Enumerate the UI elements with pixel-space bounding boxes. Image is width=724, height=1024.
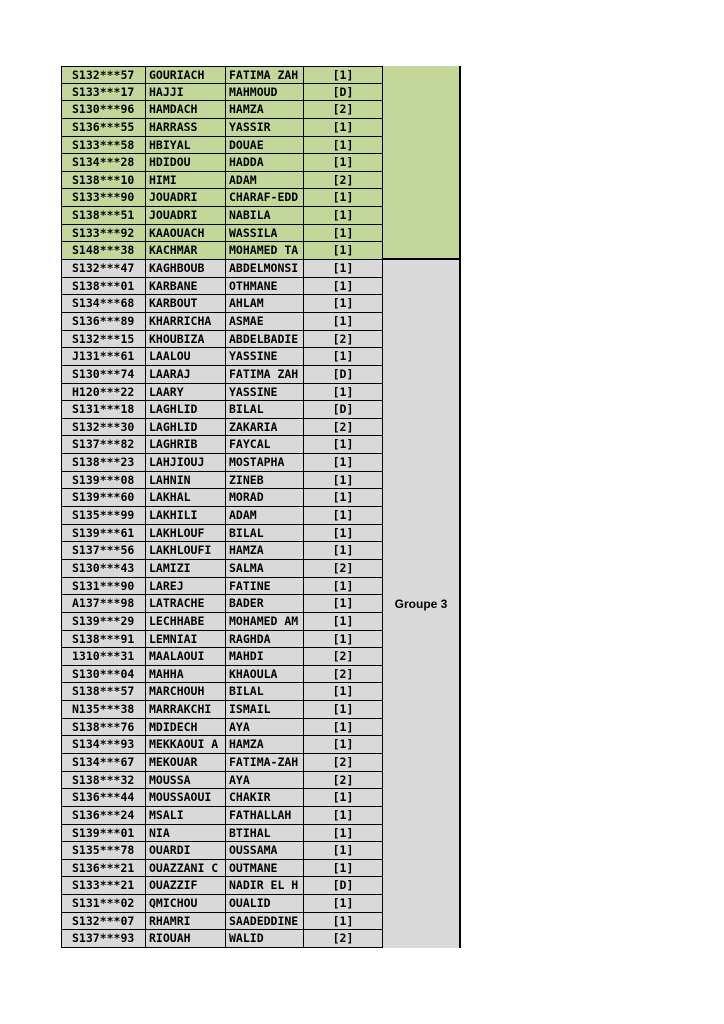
status-code-cell: [1] <box>304 66 383 84</box>
last-name-cell: OUARDI <box>146 842 226 860</box>
last-name-cell: LAGHLID <box>146 401 226 419</box>
status-code-cell: [1] <box>304 789 383 807</box>
status-code-cell: [1] <box>304 260 383 278</box>
last-name-cell: HBIYAL <box>146 137 226 155</box>
student-id-cell: S132***47 <box>61 260 146 278</box>
table-row <box>61 436 383 454</box>
table-row <box>61 419 383 437</box>
last-name-cell: LAGHLID <box>146 419 226 437</box>
student-id-cell: J131***61 <box>61 348 146 366</box>
student-id-cell: S134***67 <box>61 754 146 772</box>
status-code-cell: [1] <box>304 278 383 296</box>
table-row <box>61 542 383 560</box>
student-id-cell: S138***57 <box>61 683 146 701</box>
first-name-cell: OTHMANE <box>226 278 304 296</box>
last-name-cell: RHAMRI <box>146 913 226 931</box>
first-name-cell: FATIMA ZAH <box>226 66 304 84</box>
status-code-cell: [1] <box>304 701 383 719</box>
status-code-cell: [1] <box>304 436 383 454</box>
status-code-cell: [1] <box>304 348 383 366</box>
table-row <box>61 278 383 296</box>
first-name-cell: NADIR EL H <box>226 877 304 895</box>
status-code-cell: [1] <box>304 825 383 843</box>
status-code-cell: [1] <box>304 895 383 913</box>
first-name-cell: ISMAIL <box>226 701 304 719</box>
table-row <box>61 877 383 895</box>
first-name-cell: MORAD <box>226 489 304 507</box>
student-id-cell: S137***56 <box>61 542 146 560</box>
last-name-cell: LAGHRIB <box>146 436 226 454</box>
status-code-cell: [1] <box>304 578 383 596</box>
status-code-cell: [1] <box>304 189 383 207</box>
student-id-cell: S133***92 <box>61 225 146 243</box>
table-row <box>61 895 383 913</box>
first-name-cell: HAMZA <box>226 542 304 560</box>
first-name-cell: HAMZA <box>226 101 304 119</box>
last-name-cell: LAALOU <box>146 348 226 366</box>
student-id-cell: S139***29 <box>61 613 146 631</box>
student-id-cell: S138***91 <box>61 631 146 649</box>
table-row <box>61 631 383 649</box>
last-name-cell: LECHHABE <box>146 613 226 631</box>
first-name-cell: MAHMOUD <box>226 84 304 102</box>
student-id-cell: S133***17 <box>61 84 146 102</box>
first-name-cell: FATIMA ZAH <box>226 366 304 384</box>
last-name-cell: MEKOUAR <box>146 754 226 772</box>
status-code-cell: [1] <box>304 242 383 260</box>
table-row <box>61 489 383 507</box>
table-row <box>61 384 383 402</box>
table-row <box>61 172 383 190</box>
status-code-cell: [1] <box>304 913 383 931</box>
first-name-cell: BILAL <box>226 401 304 419</box>
status-code-cell: [2] <box>304 419 383 437</box>
status-code-cell: [1] <box>304 119 383 137</box>
status-code-cell: [D] <box>304 877 383 895</box>
first-name-cell: ZAKARIA <box>226 419 304 437</box>
last-name-cell: OUAZZIF <box>146 877 226 895</box>
student-id-cell: S134***28 <box>61 154 146 172</box>
student-id-cell: 1310***31 <box>61 648 146 666</box>
student-id-cell: S138***32 <box>61 772 146 790</box>
table-row <box>61 295 383 313</box>
student-id-cell: S132***30 <box>61 419 146 437</box>
student-id-cell: S136***44 <box>61 789 146 807</box>
table-row <box>61 101 383 119</box>
student-id-cell: S134***93 <box>61 736 146 754</box>
first-name-cell: ASMAE <box>226 313 304 331</box>
student-id-cell: S137***82 <box>61 436 146 454</box>
student-id-cell: H120***22 <box>61 384 146 402</box>
last-name-cell: GOURIACH <box>146 66 226 84</box>
first-name-cell: HAMZA <box>226 736 304 754</box>
status-code-cell: [1] <box>304 137 383 155</box>
student-id-cell: S148***38 <box>61 242 146 260</box>
table-row <box>61 225 383 243</box>
first-name-cell: MAHDI <box>226 648 304 666</box>
first-name-cell: AYA <box>226 772 304 790</box>
table-row <box>61 348 383 366</box>
student-id-cell: S131***90 <box>61 578 146 596</box>
table-row <box>61 84 383 102</box>
status-code-cell: [1] <box>304 507 383 525</box>
status-code-cell: [1] <box>304 384 383 402</box>
last-name-cell: OUAZZANI C <box>146 860 226 878</box>
last-name-cell: HIMI <box>146 172 226 190</box>
table-row <box>61 807 383 825</box>
table-row <box>61 613 383 631</box>
status-code-cell: [2] <box>304 101 383 119</box>
table-row <box>61 260 383 278</box>
student-id-cell: S133***90 <box>61 189 146 207</box>
first-name-cell: YASSINE <box>226 348 304 366</box>
table-row <box>61 648 383 666</box>
table-row <box>61 525 383 543</box>
first-name-cell: RAGHDA <box>226 631 304 649</box>
first-name-cell: FAYCAL <box>226 436 304 454</box>
last-name-cell: LAKHAL <box>146 489 226 507</box>
status-code-cell: [1] <box>304 472 383 490</box>
table-row <box>61 560 383 578</box>
status-code-cell: [D] <box>304 401 383 419</box>
table-row <box>61 825 383 843</box>
student-id-cell: S132***07 <box>61 913 146 931</box>
status-code-cell: [2] <box>304 331 383 349</box>
last-name-cell: LAKHILI <box>146 507 226 525</box>
first-name-cell: BILAL <box>226 683 304 701</box>
last-name-cell: KARBOUT <box>146 295 226 313</box>
table-row <box>61 472 383 490</box>
table-row <box>61 595 383 613</box>
last-name-cell: LAKHLOUF <box>146 525 226 543</box>
student-id-cell: S136***24 <box>61 807 146 825</box>
last-name-cell: MOUSSA <box>146 772 226 790</box>
first-name-cell: AYA <box>226 719 304 737</box>
last-name-cell: HAJJI <box>146 84 226 102</box>
student-id-cell: S135***99 <box>61 507 146 525</box>
first-name-cell: SALMA <box>226 560 304 578</box>
first-name-cell: DOUAE <box>226 137 304 155</box>
first-name-cell: ADAM <box>226 172 304 190</box>
last-name-cell: MEKKAOUI A <box>146 736 226 754</box>
status-code-cell: [1] <box>304 489 383 507</box>
table-row <box>61 207 383 225</box>
last-name-cell: LATRACHE <box>146 595 226 613</box>
table-row <box>61 754 383 772</box>
last-name-cell: HARRASS <box>146 119 226 137</box>
last-name-cell: LAHNIN <box>146 472 226 490</box>
group-cell <box>383 260 461 948</box>
table-row <box>61 719 383 737</box>
first-name-cell: OUSSAMA <box>226 842 304 860</box>
table-row <box>61 507 383 525</box>
table-row <box>61 242 383 260</box>
table-row <box>61 313 383 331</box>
first-name-cell: OUTMANE <box>226 860 304 878</box>
status-code-cell: [1] <box>304 154 383 172</box>
first-name-cell: BTIHAL <box>226 825 304 843</box>
student-id-cell: S130***04 <box>61 666 146 684</box>
student-id-cell: S138***23 <box>61 454 146 472</box>
group-label: Groupe 3 <box>394 597 448 612</box>
status-code-cell: [2] <box>304 930 383 948</box>
student-id-cell: N135***38 <box>61 701 146 719</box>
last-name-cell: RIOUAH <box>146 930 226 948</box>
status-code-cell: [2] <box>304 666 383 684</box>
first-name-cell: YASSIR <box>226 119 304 137</box>
last-name-cell: QMICHOU <box>146 895 226 913</box>
status-code-cell: [1] <box>304 860 383 878</box>
student-id-cell: S138***01 <box>61 278 146 296</box>
status-code-cell: [2] <box>304 648 383 666</box>
last-name-cell: KAAOUACH <box>146 225 226 243</box>
status-code-cell: [1] <box>304 542 383 560</box>
table-row <box>61 401 383 419</box>
first-name-cell: BILAL <box>226 525 304 543</box>
status-code-cell: [1] <box>304 207 383 225</box>
status-code-cell: [1] <box>304 454 383 472</box>
student-id-cell: S134***68 <box>61 295 146 313</box>
table-row <box>61 772 383 790</box>
table-row <box>61 189 383 207</box>
last-name-cell: KHARRICHA <box>146 313 226 331</box>
status-code-cell: [2] <box>304 772 383 790</box>
first-name-cell: FATHALLAH <box>226 807 304 825</box>
last-name-cell: MAALAOUI <box>146 648 226 666</box>
student-id-cell: S132***15 <box>61 331 146 349</box>
first-name-cell: OUALID <box>226 895 304 913</box>
first-name-cell: FATIMA-ZAH <box>226 754 304 772</box>
last-name-cell: LAKHLOUFI <box>146 542 226 560</box>
last-name-cell: LEMNIAI <box>146 631 226 649</box>
student-id-cell: S131***02 <box>61 895 146 913</box>
table-row <box>61 119 383 137</box>
table-row <box>61 789 383 807</box>
last-name-cell: HAMDACH <box>146 101 226 119</box>
table-row <box>61 683 383 701</box>
first-name-cell: ABDELMONSI <box>226 260 304 278</box>
last-name-cell: LAARAJ <box>146 366 226 384</box>
first-name-cell: NABILA <box>226 207 304 225</box>
table-row <box>61 913 383 931</box>
student-id-cell: A137***98 <box>61 595 146 613</box>
student-id-cell: S130***74 <box>61 366 146 384</box>
status-code-cell: [1] <box>304 313 383 331</box>
student-id-cell: S136***21 <box>61 860 146 878</box>
last-name-cell: JOUADRI <box>146 207 226 225</box>
last-name-cell: LAMIZI <box>146 560 226 578</box>
student-id-cell: S133***58 <box>61 137 146 155</box>
status-code-cell: [2] <box>304 754 383 772</box>
table-row <box>61 701 383 719</box>
student-id-cell: S137***93 <box>61 930 146 948</box>
status-code-cell: [1] <box>304 295 383 313</box>
student-id-cell: S138***51 <box>61 207 146 225</box>
first-name-cell: MOSTAPHA <box>226 454 304 472</box>
last-name-cell: HDIDOU <box>146 154 226 172</box>
table-row <box>61 154 383 172</box>
first-name-cell: SAADEDDINE <box>226 913 304 931</box>
last-name-cell: KACHMAR <box>146 242 226 260</box>
first-name-cell: AHLAM <box>226 295 304 313</box>
status-code-cell: [1] <box>304 683 383 701</box>
status-code-cell: [1] <box>304 842 383 860</box>
status-code-cell: [1] <box>304 595 383 613</box>
table-rows <box>61 66 383 948</box>
last-name-cell: LAREJ <box>146 578 226 596</box>
student-id-cell: S138***76 <box>61 719 146 737</box>
first-name-cell: YASSINE <box>226 384 304 402</box>
first-name-cell: WALID <box>226 930 304 948</box>
table-row <box>61 860 383 878</box>
first-name-cell: ADAM <box>226 507 304 525</box>
status-code-cell: [2] <box>304 560 383 578</box>
last-name-cell: LAARY <box>146 384 226 402</box>
last-name-cell: KAGHBOUB <box>146 260 226 278</box>
table-row <box>61 930 383 948</box>
previous-group-cell <box>383 66 461 260</box>
student-id-cell: S132***57 <box>61 66 146 84</box>
status-code-cell: [1] <box>304 225 383 243</box>
last-name-cell: MAHHA <box>146 666 226 684</box>
first-name-cell: ZINEB <box>226 472 304 490</box>
table-row <box>61 578 383 596</box>
status-code-cell: [2] <box>304 172 383 190</box>
last-name-cell: MOUSSAOUI <box>146 789 226 807</box>
student-id-cell: S131***18 <box>61 401 146 419</box>
student-id-cell: S136***55 <box>61 119 146 137</box>
last-name-cell: MSALI <box>146 807 226 825</box>
first-name-cell: ABDELBADIE <box>226 331 304 349</box>
table-row <box>61 736 383 754</box>
student-id-cell: S135***78 <box>61 842 146 860</box>
student-id-cell: S138***10 <box>61 172 146 190</box>
first-name-cell: FATINE <box>226 578 304 596</box>
status-code-cell: [D] <box>304 84 383 102</box>
last-name-cell: JOUADRI <box>146 189 226 207</box>
status-code-cell: [1] <box>304 719 383 737</box>
table-row <box>61 454 383 472</box>
status-code-cell: [1] <box>304 807 383 825</box>
table-row <box>61 66 383 84</box>
table-row <box>61 331 383 349</box>
student-id-cell: S133***21 <box>61 877 146 895</box>
table-row <box>61 842 383 860</box>
student-id-cell: S139***61 <box>61 525 146 543</box>
first-name-cell: MOHAMED AM <box>226 613 304 631</box>
student-id-cell: S130***43 <box>61 560 146 578</box>
status-code-cell: [D] <box>304 366 383 384</box>
student-id-cell: S139***08 <box>61 472 146 490</box>
first-name-cell: BADER <box>226 595 304 613</box>
last-name-cell: MDIDECH <box>146 719 226 737</box>
status-code-cell: [1] <box>304 736 383 754</box>
last-name-cell: NIA <box>146 825 226 843</box>
student-id-cell: S139***01 <box>61 825 146 843</box>
student-id-cell: S130***96 <box>61 101 146 119</box>
last-name-cell: MARCHOUH <box>146 683 226 701</box>
last-name-cell: KARBANE <box>146 278 226 296</box>
last-name-cell: KHOUBIZA <box>146 331 226 349</box>
student-id-cell: S139***60 <box>61 489 146 507</box>
table-row <box>61 666 383 684</box>
last-name-cell: MARRAKCHI <box>146 701 226 719</box>
last-name-cell: LAHJIOUJ <box>146 454 226 472</box>
student-id-cell: S136***89 <box>61 313 146 331</box>
first-name-cell: KHAOULA <box>226 666 304 684</box>
status-code-cell: [1] <box>304 631 383 649</box>
first-name-cell: HADDA <box>226 154 304 172</box>
first-name-cell: CHARAF-EDD <box>226 189 304 207</box>
status-code-cell: [1] <box>304 525 383 543</box>
table-row <box>61 137 383 155</box>
first-name-cell: WASSILA <box>226 225 304 243</box>
table-row <box>61 366 383 384</box>
status-code-cell: [1] <box>304 613 383 631</box>
first-name-cell: MOHAMED TA <box>226 242 304 260</box>
first-name-cell: CHAKIR <box>226 789 304 807</box>
